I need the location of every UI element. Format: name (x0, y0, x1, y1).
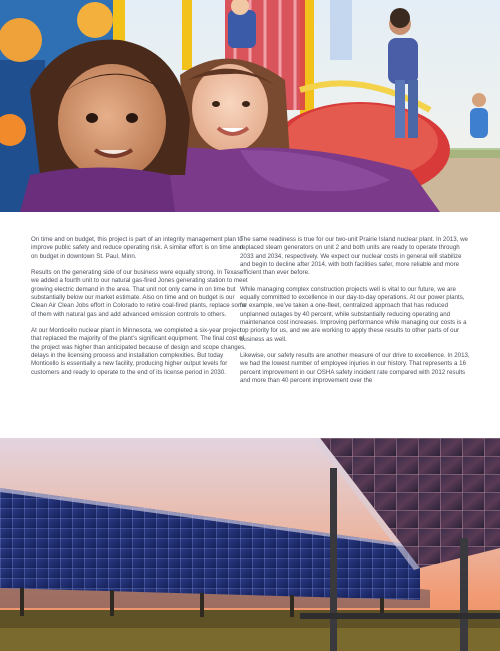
solar-panels-photo (0, 438, 500, 651)
article-body (0, 212, 500, 438)
paragraph: On time and on budget, this project is part of an integrity management plan to improve public safety and reduce operating risk. A similar effort is on time and on budget in downtown St. Paul, Minn. (31, 236, 244, 260)
left-column (31, 236, 251, 385)
paragraph: Results on the generating side of our business were equally strong. In Texas, we added a fourth unit to our natural gas-fired Jones generating station to meet growing electric demand in the area. That unit not only came in on time but substantially below our market estimate. Also on time and on budget is our Clean Air Clean Jobs effort in Colorado to retire coal-fired plants, replace some of them with natural gas and add advanced emission controls to others. (31, 269, 248, 318)
playground-photo (0, 0, 500, 212)
paragraph: While managing complex construction projects well is vital to our future, we are equally committed to excellence in our day-to-day operations. At our power plants, for example, we’ve taken a one-fleet, centralized approach that has reduced unplanned outages by 40 percent, while substantially reducing operating and maintenance cost increases. Improving performance while managing our costs is a top priority for us, and we are working to apply these results to other parts of our business as well. (240, 285, 467, 343)
solar-panels-photo-art (0, 438, 500, 651)
playground-photo-art (0, 0, 500, 212)
paragraph: At our Monticello nuclear plant in Minnesota, we completed a six-year project that replaced the majority of the plant’s significant equipment. The final cost of the project was higher than anticipated because of design and scope changes, delays in the licensing process and installation complexities. But today Monticello is essentially a new facility, producing higher output levels for customers and ready to operate to the end of its license period in 2030. (31, 327, 246, 376)
paragraph: Likewise, our safety results are another measure of our drive to excellence. In 2013, we had the lowest number of employee injuries in our history. That represents a 16 percent improvement in our OSHA safety incident rate compared with 2012 results and more than 40 percent improvement over the (240, 352, 470, 385)
paragraph: The same readiness is true for our two-unit Prairie Island nuclear plant. In 2013, we replaced steam generators on unit 2 and both units are ready to operate through 2033 and 2034, respectively. We expect our nuclear costs in general will stabilize and begin to decline after 2014, with both facilities safer, more reliable and more efficient than ever before. (240, 236, 468, 277)
right-column (240, 236, 470, 394)
